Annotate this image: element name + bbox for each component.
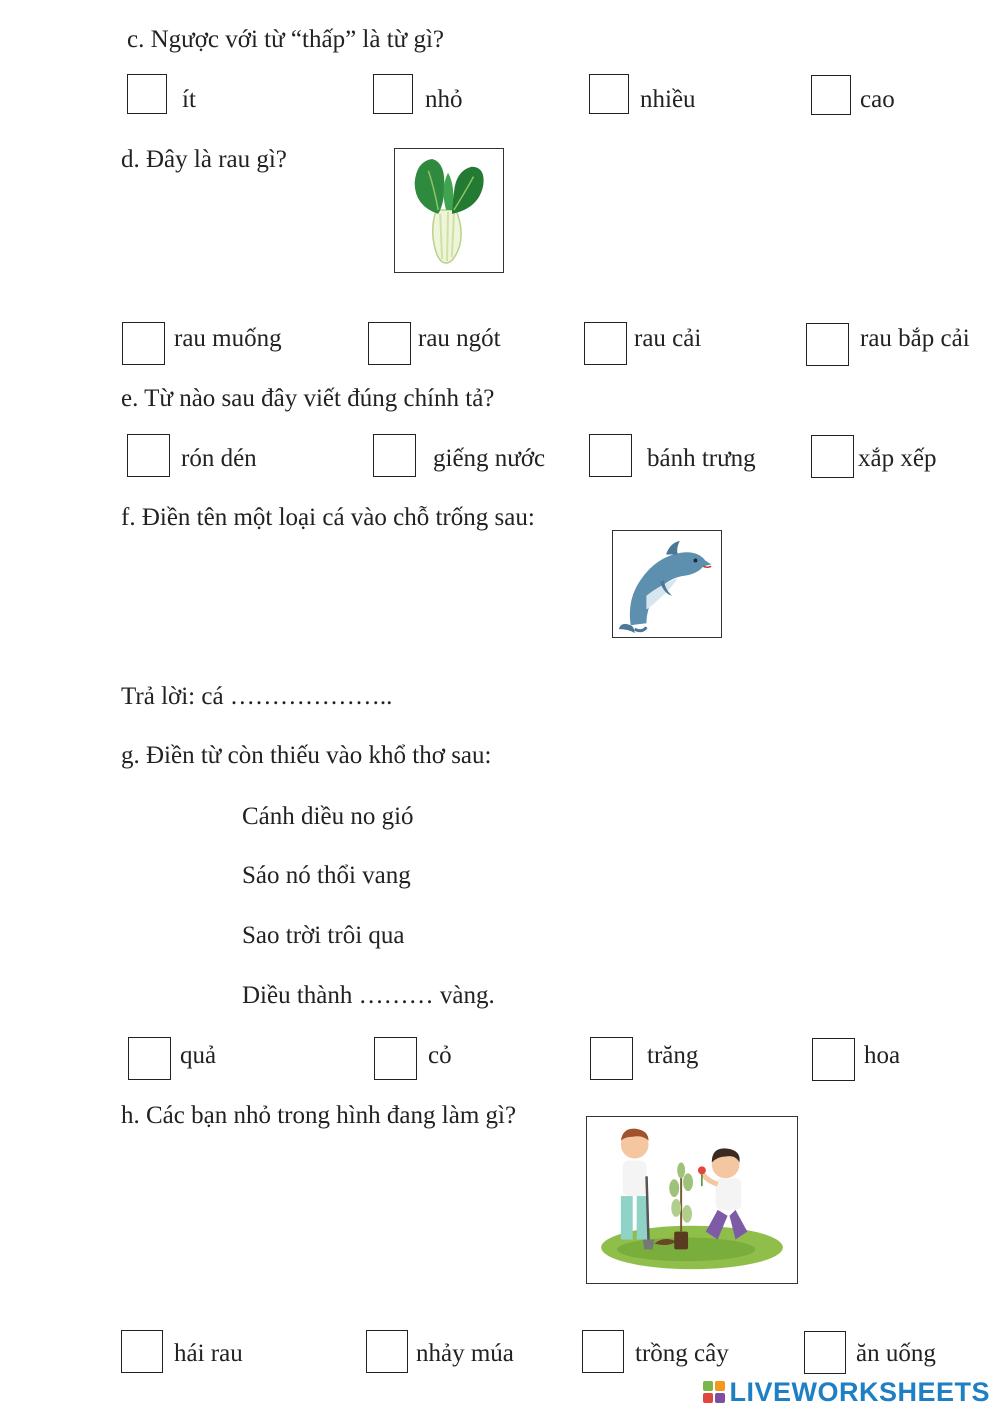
bok-choy-image <box>394 148 504 273</box>
dolphin-icon <box>613 531 721 637</box>
option-e-1: rón dén <box>181 445 257 472</box>
kids-planting-image <box>586 1116 798 1284</box>
question-d-prompt: d. Đây là rau gì? <box>121 146 287 173</box>
option-e-4: xắp xếp <box>858 445 937 472</box>
checkbox-e-3[interactable] <box>589 434 632 477</box>
option-c-2: nhỏ <box>425 86 463 113</box>
checkbox-h-2[interactable] <box>366 1330 408 1373</box>
option-e-3: bánh trưng <box>647 445 756 472</box>
poem-line-4: Diều thành ……… vàng. <box>242 982 495 1009</box>
checkbox-c-2[interactable] <box>373 74 413 114</box>
question-c-prompt: c. Ngược với từ “thấp” là từ gì? <box>127 26 444 53</box>
poem-line-2: Sáo nó thổi vang <box>242 862 411 889</box>
checkbox-d-2[interactable] <box>368 322 411 365</box>
question-f-answer-line[interactable]: Trả lời: cá ……………….. <box>121 683 393 710</box>
option-g-4: hoa <box>864 1042 901 1069</box>
option-c-1: ít <box>182 86 196 113</box>
checkbox-e-4[interactable] <box>811 435 854 478</box>
option-g-2: cỏ <box>428 1042 452 1069</box>
liveworksheets-logo <box>703 1376 990 1408</box>
checkbox-h-4[interactable] <box>804 1331 846 1374</box>
option-d-4: rau bắp cải <box>860 325 970 352</box>
bok-choy-icon <box>395 149 503 272</box>
option-h-1: hái rau <box>174 1340 243 1367</box>
poem-line-1: Cánh diều no gió <box>242 803 414 830</box>
checkbox-g-1[interactable] <box>128 1037 171 1080</box>
option-d-1: rau muống <box>174 325 282 352</box>
option-c-4: cao <box>860 86 895 113</box>
checkbox-g-4[interactable] <box>812 1038 855 1081</box>
dolphin-image <box>612 530 722 638</box>
checkbox-g-2[interactable] <box>374 1037 417 1080</box>
option-h-3: trồng cây <box>635 1340 729 1367</box>
option-g-1: quả <box>180 1042 217 1069</box>
checkbox-d-1[interactable] <box>122 322 165 365</box>
question-g-prompt: g. Điền từ còn thiếu vào khổ thơ sau: <box>121 742 492 769</box>
checkbox-c-1[interactable] <box>127 74 167 114</box>
option-h-2: nhảy múa <box>416 1340 514 1367</box>
checkbox-c-3[interactable] <box>589 74 629 114</box>
poem-line-3: Sao trời trôi qua <box>242 922 405 949</box>
checkbox-d-3[interactable] <box>584 322 627 365</box>
checkbox-c-4[interactable] <box>811 75 851 115</box>
option-h-4: ăn uống <box>856 1340 936 1367</box>
option-e-2: giếng nước <box>433 445 546 472</box>
question-h-prompt: h. Các bạn nhỏ trong hình đang làm gì? <box>121 1102 517 1129</box>
checkbox-d-4[interactable] <box>806 323 849 366</box>
option-d-3: rau cải <box>634 325 702 352</box>
checkbox-h-1[interactable] <box>121 1330 163 1373</box>
question-f-prompt: f. Điền tên một loại cá vào chỗ trống sau: <box>121 504 535 531</box>
checkbox-e-2[interactable] <box>373 434 416 477</box>
checkbox-g-3[interactable] <box>590 1037 633 1080</box>
question-e-prompt: e. Từ nào sau đây viết đúng chính tả? <box>121 385 495 412</box>
option-c-3: nhiều <box>640 86 696 113</box>
option-g-3: trăng <box>647 1042 699 1069</box>
checkbox-e-1[interactable] <box>127 434 170 477</box>
liveworksheets-logo-icon <box>703 1381 725 1403</box>
kids-planting-tree-icon <box>587 1117 797 1283</box>
checkbox-h-3[interactable] <box>582 1330 624 1373</box>
logo-text: LIVEWORKSHEETS <box>729 1376 990 1407</box>
option-d-2: rau ngót <box>418 325 501 352</box>
